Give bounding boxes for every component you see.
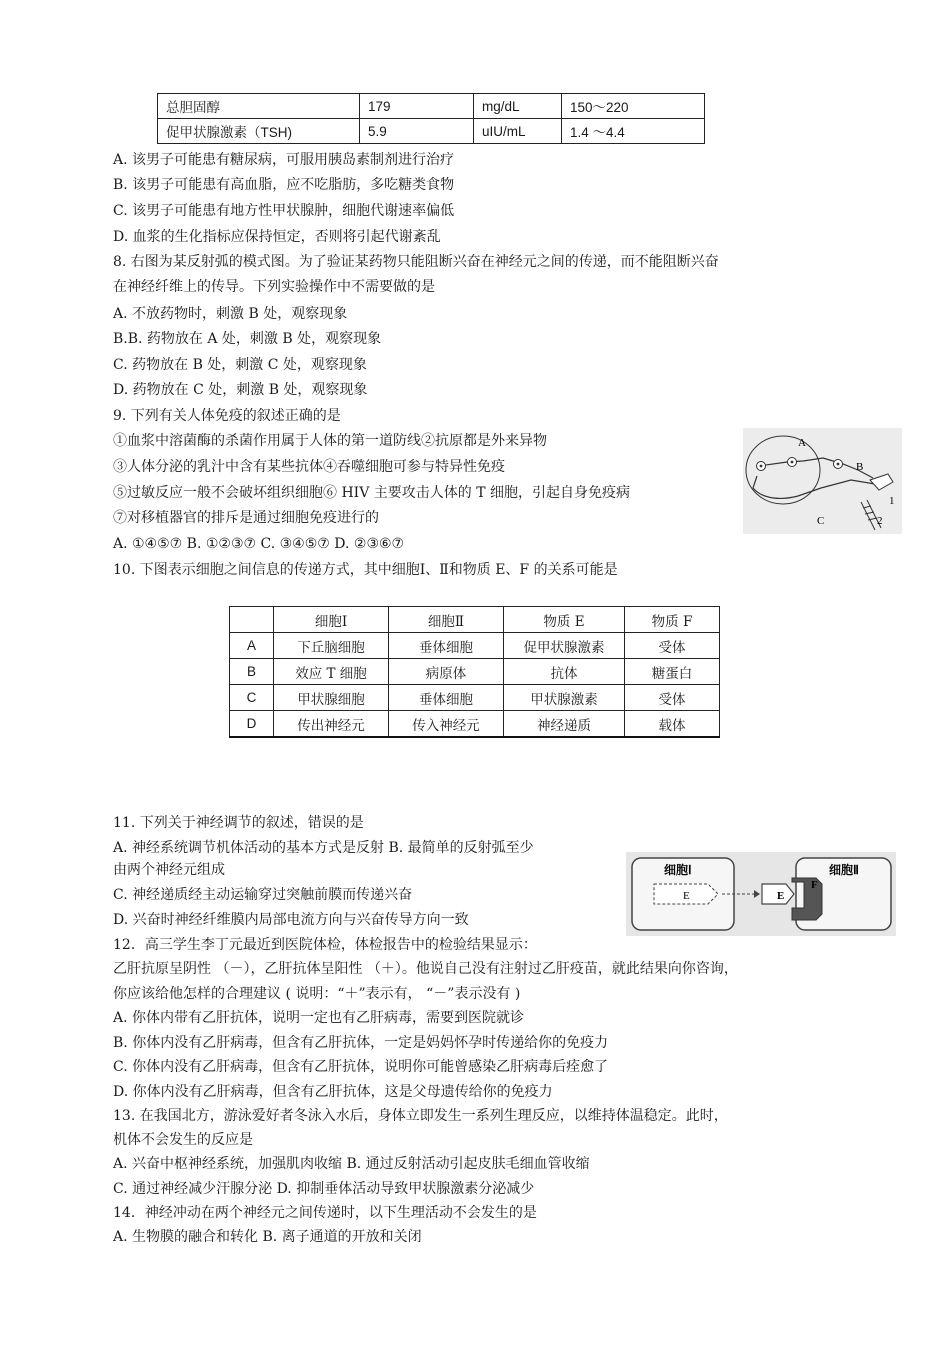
q8-option-b: B.B. 药物放在 A 处，刺激 B 处，观察现象 <box>113 331 382 347</box>
figure-label-1: 1 <box>889 495 895 507</box>
q12-line: 乙肝抗原呈阴性 （－），乙肝抗体呈阳性 （＋）。他说自己没有注射过乙肝疫苗，就此结果向你咨询， <box>113 961 738 977</box>
table-cell: mg/dL <box>474 94 562 119</box>
table-cell: 1.4 ～4.4 <box>562 119 705 144</box>
table-cell: 传入神经元 <box>389 711 504 738</box>
table-cell: 垂体细胞 <box>389 633 504 659</box>
q8-option-d: D. 药物放在 C 处，刺激 B 处，观察现象 <box>113 382 368 398</box>
neuron-nucleus <box>837 463 840 466</box>
q14-options: A. 生物膜的融合和转化 B. 离子通道的开放和关闭 <box>113 1229 422 1245</box>
q12-option-d: D. 你体内没有乙肝病毒，但含有乙肝抗体，这是父母遗传给你的免疫力 <box>113 1084 553 1100</box>
q12-option-a: A. 你体内带有乙肝抗体，说明一定也有乙肝病毒，需要到医院就诊 <box>113 1010 525 1026</box>
table-row <box>230 685 720 711</box>
q9-statement-line: ⑦对移植器官的排斥是通过细胞免疫进行的 <box>113 510 379 526</box>
table-row <box>158 94 705 119</box>
table-cell: 促甲状腺激素（TSH) <box>158 119 360 144</box>
table-cell: A <box>230 633 274 659</box>
table-cell: 效应 T 细胞 <box>274 659 389 685</box>
q11-option-line: A. 神经系统调节机体活动的基本方式是反射 B. 最简单的反射弧至少 <box>113 840 534 856</box>
q8-option-a: A. 不放药物时，刺激 B 处，观察现象 <box>113 306 348 322</box>
table-cell: 抗体 <box>504 659 625 685</box>
q12-line: 你应该给他怎样的合理建议 ( 说明：“＋”表示有， “－”表示没有 ) <box>113 986 521 1002</box>
q9-options: A. ①④⑤⑦ B. ①②③⑦ C. ③④⑤⑦ D. ②③⑥⑦ <box>113 536 405 552</box>
label-f: F <box>811 879 818 891</box>
table-cell: 总胆固醇 <box>158 94 360 119</box>
table-cell: D <box>230 711 274 738</box>
q10-stem: 10. 下图表示细胞之间信息的传递方式，其中细胞Ⅰ、Ⅱ和物质 E、F 的关系可能是 <box>113 562 618 578</box>
q8-stem-line-1: 8. 右图为某反射弧的模式图。为了验证某药物只能阻断兴奋在神经元之间的传递，而不能阻断兴奋 <box>113 254 719 270</box>
neuron-nucleus <box>791 461 794 464</box>
q8-option-c: C. 药物放在 B 处，刺激 C 处，观察现象 <box>113 357 367 373</box>
table-header: 物质 E <box>504 607 625 633</box>
table-cell: uIU/mL <box>474 119 562 144</box>
q12-option-c: C. 你体内没有乙肝病毒，但含有乙肝抗体，说明你可能曾感染乙肝病毒后痊愈了 <box>113 1059 609 1075</box>
q9-stem: 9. 下列有关人体免疫的叙述正确的是 <box>113 408 341 424</box>
q13-options-cd: C. 通过神经减少汗腺分泌 D. 抑制垂体活动导致甲状腺激素分泌减少 <box>113 1181 535 1197</box>
figure-label-2: 2 <box>877 515 883 527</box>
reflex-arc-figure <box>743 428 902 534</box>
table-header: 物质 F <box>625 607 720 633</box>
q11-option-line: 由两个神经元组成 <box>113 862 225 878</box>
table-cell: 促甲状腺激素 <box>504 633 625 659</box>
table-cell: 载体 <box>625 711 720 738</box>
figure-label-b: B <box>856 461 864 473</box>
cell-signal-table <box>229 606 720 738</box>
q8-stem-line-2: 在神经纤维上的传导。下列实验操作中不需要做的是 <box>113 279 435 295</box>
table-header-row <box>230 607 720 633</box>
table-header: 细胞Ⅱ <box>389 607 504 633</box>
q11-option-line: D. 兴奋时神经纤维膜内局部电流方向与兴奋传导方向一致 <box>113 912 469 928</box>
table-cell: 传出神经元 <box>274 711 389 738</box>
table-cell: 垂体细胞 <box>389 685 504 711</box>
table-cell: 下丘脑细胞 <box>274 633 389 659</box>
q12-option-b: B. 你体内没有乙肝病毒，但含有乙肝抗体，一定是妈妈怀孕时传递给你的免疫力 <box>113 1035 609 1051</box>
table-row <box>230 711 720 738</box>
q7-option-b: B. 该男子可能患有高血脂，应不吃脂肪，多吃糖类食物 <box>113 177 455 193</box>
q7-option-a: A. 该男子可能患有糖尿病，可服用胰岛素制剂进行治疗 <box>113 152 455 168</box>
table-cell: 179 <box>360 94 474 119</box>
q9-statement-line: ③人体分泌的乳汁中含有某些抗体④吞噬细胞可参与特异性免疫 <box>113 459 505 475</box>
cell-2-label: 细胞Ⅱ <box>829 863 859 877</box>
q11-stem: 11. 下列关于神经调节的叙述，错误的是 <box>113 815 364 831</box>
q13-stem-line-2: 机体不会发生的反应是 <box>113 1132 253 1148</box>
table-row <box>230 659 720 685</box>
q11-option-line: C. 神经递质经主动运输穿过突触前膜而传递兴奋 <box>113 887 413 903</box>
figure-label-a: A <box>798 437 806 449</box>
neuron-nucleus <box>760 465 763 468</box>
table-cell: 甲状腺细胞 <box>274 685 389 711</box>
table-cell: B <box>230 659 274 685</box>
table-cell: 5.9 <box>360 119 474 144</box>
table-cell: 150～220 <box>562 94 705 119</box>
q7-option-d: D. 血浆的生化指标应保持恒定，否则将引起代谢紊乱 <box>113 229 441 245</box>
label-e-inside: E <box>683 890 690 902</box>
table-cell: 神经递质 <box>504 711 625 738</box>
table-cell: 受体 <box>625 685 720 711</box>
lab-results-table <box>157 93 705 144</box>
cell-signal-figure <box>626 852 896 936</box>
q13-options-ab: A. 兴奋中枢神经系统，加强肌肉收缩 B. 通过反射活动引起皮肤毛细血管收缩 <box>113 1156 590 1172</box>
q13-stem-line-1: 13. 在我国北方，游泳爱好者冬泳入水后，身体立即发生一系列生理反应，以维持体温稳定。此时， <box>113 1108 728 1124</box>
table-header: 细胞Ⅰ <box>274 607 389 633</box>
q9-statement-line: ⑤过敏反应一般不会破坏组织细胞⑥ HIV 主要攻击人体的 T 细胞，引起自身免疫病 <box>113 485 630 501</box>
figure-label-c: C <box>817 515 825 527</box>
table-header <box>230 607 274 633</box>
q14-stem: 14．神经冲动在两个神经元之间传递时，以下生理活动不会发生的是 <box>113 1205 537 1221</box>
table-cell: C <box>230 685 274 711</box>
table-cell: 病原体 <box>389 659 504 685</box>
table-cell: 受体 <box>625 633 720 659</box>
q7-option-c: C. 该男子可能患有地方性甲状腺肿，细胞代谢速率偏低 <box>113 203 455 219</box>
table-row <box>230 633 720 659</box>
cell-1-label: 细胞Ⅰ <box>664 863 692 877</box>
table-cell: 甲状腺激素 <box>504 685 625 711</box>
q9-statement-line: ①血浆中溶菌酶的杀菌作用属于人体的第一道防线②抗原都是外来异物 <box>113 433 547 449</box>
table-row <box>158 119 705 144</box>
label-e-bound: E <box>777 890 785 902</box>
q12-line: 12．高三学生李丁元最近到医院体检，体检报告中的检验结果显示： <box>113 937 537 953</box>
table-cell: 糖蛋白 <box>625 659 720 685</box>
